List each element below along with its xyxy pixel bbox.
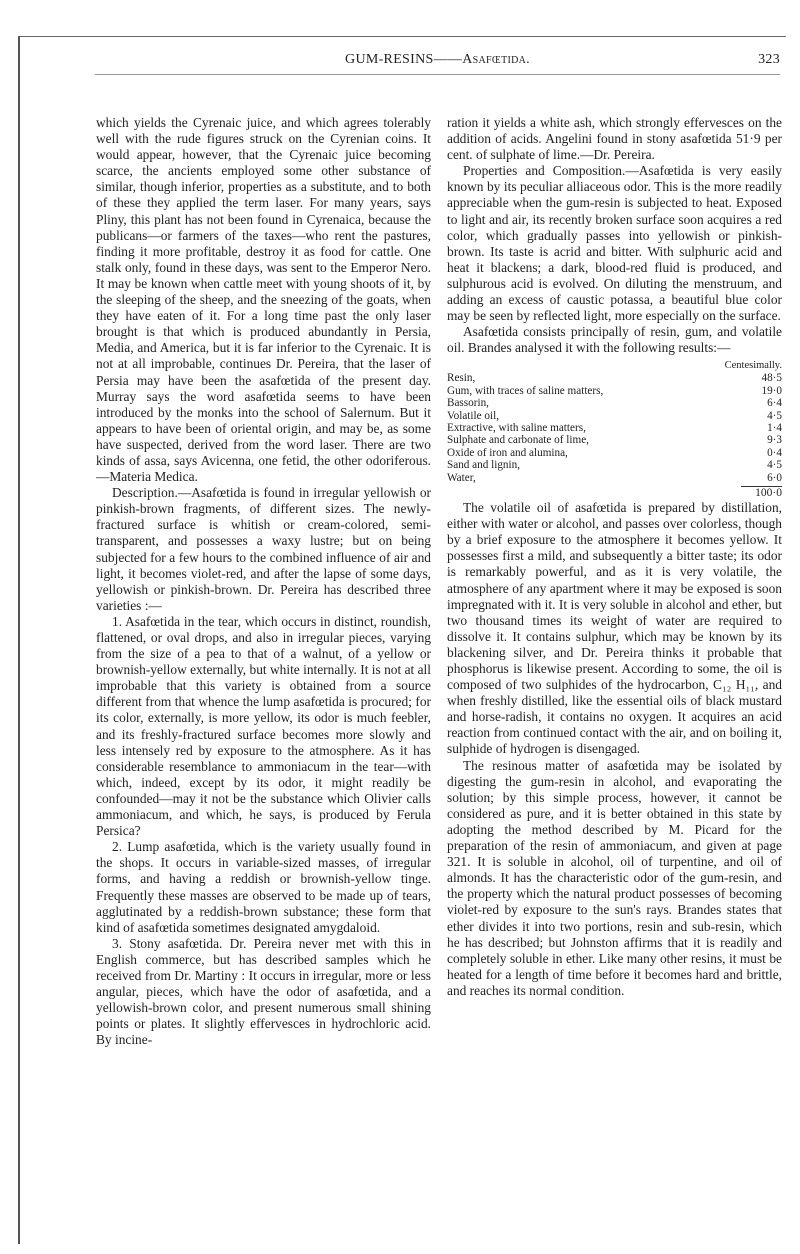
composition-total-row: [447, 486, 782, 500]
left-paragraph-2: Description.—Asafœtida is found in irregular yellowish or pinkish-brown fragments, of different sizes. The newly-fractured surface is whitish or cream-colored, semi-transparent, and possesses a waxy lustre; but on being subjected for a few hours to the combined influence of air and light, it becomes violet-red, and after the lapse of some days, yellowish or pinkish-brown. Dr. Pereira has described three varieties :—: [96, 485, 431, 613]
composition-name: Sand and lignin,: [447, 459, 521, 472]
composition-value: 9·3: [767, 434, 782, 447]
table-row: [447, 422, 782, 434]
table-row: [447, 459, 782, 471]
composition-name: Gum, with traces of saline matters,: [447, 384, 604, 397]
composition-value: 6·4: [767, 397, 782, 410]
composition-header: Centesimally.: [724, 360, 782, 372]
composition-value: 4·5: [767, 459, 782, 472]
composition-total: 100·0: [741, 486, 782, 499]
composition-name: Resin,: [447, 372, 476, 385]
right-paragraph-2: Properties and Composition.—Asafœtida is very easily known by its peculiar alliaceous odor. This is the more readily appreciable when the gum-resin is subjected to heat. Exposed to light and air, its recently broken surface soon acquires a red color, which gradually passes into yellowish or pinkish-brown. Its taste is acrid and bitter. With sulphuric acid and heat it blackens; a dark, blood-red fluid is produced, and sulphurous acid is evolved. On diluting the menstruum, and adding an excess of caustic potassa, a beautiful blue color may be seen by reflected light, more especially on the surface.: [447, 163, 782, 324]
left-paragraph-4: 2. Lump asafœtida, which is the variety usually found in the shops. It occurs in variable-sized masses, of irregular forms, and having a reddish or brownish-yellow tinge. Frequently these masses are observed to be made up of tears, agglutinated by a reddish-brown substance; these form that kind of asafœtida sometimes designated amygdaloid.: [96, 839, 431, 935]
composition-value: 48·5: [761, 372, 782, 385]
left-paragraph-1: which yields the Cyrenaic juice, and which agrees tolerably well with the rude figures struck on the Cyrenian coins. It would appear, however, that the Cyrenaic juice becoming scarce, the ancients employed some other substance of similar, though inferior, properties as a substitute, and to both of these they applied the term laser. For many years, says Pliny, this plant has not been found in Cyrenaica, because the publicans—or farmers of the taxes—who rent the pastures, finding it more profitable, destroy it as food for cattle. One stalk only, found in these days, was sent to the Emperor Nero. It may be known when cattle meet with young shoots of it, by the sleeping of the sheep, and the sneezing of the goats, when they have eaten of it. For a long time past the only laser brought is that which is produced abundantly in Persia, Media, and America, but it is far inferior to the Cyrenaic. It is not at all improbable, continues Dr. Pereira, that the laser of Persia may have been the asafœtida of the present day. Murray says the word asafœtida seems to have been introduced by the monks into the school of Salernum. But it appears to have been of oriental origin, and may be, as some have suspected, derived from the word laser. There are two kinds of assa, says Avicenna, one fetid, the other odoriferous.—Materia Medica.: [96, 115, 431, 485]
table-row: [447, 434, 782, 446]
right-paragraph-1: ration it yields a white ash, which strongly effervesces on the addition of acids. Angelini found in stony asafœtida 51·9 per cent. of sulphate of lime.—Dr. Pereira.: [447, 115, 782, 163]
composition-name: Extractive, with saline matters,: [447, 422, 586, 435]
table-row: [447, 397, 782, 409]
right-paragraph-5: The resinous matter of asafœtida may be isolated by digesting the gum-resin in alcohol, and evaporating the solution; by this simple process, however, it cannot be considered as pure, and it is better obtained in this state by adopting the method described by M. Picard for the preparation of the resin of ammoniacum, and given at page 321. It is soluble in alcohol, oil of turpentine, and oil of almonds. It has the characteristic odor of the gum-resin, and the property which the natural product possesses of becoming violet-red by exposure to the sun's rays. Brandes states that ether divides it into two portions, resin and sub-resin, which he has described; but Johnston affirms that it is readily and completely soluble in ether. Like many other resins, it must be heated for a length of time before it becomes hard and brittle, and reaches its normal condition.: [447, 757, 782, 998]
composition-table: [447, 372, 782, 484]
left-paragraph-5: 3. Stony asafœtida. Dr. Pereira never met with this in English commerce, but has described samples which he received from Dr. Martiny : It occurs in irregular, more or less angular, pieces, which have the odor of asafœtida, and a yellowish-brown color, and present numerous small shining points or plates. It slightly effervesces in hydrochloric acid. By incine-: [96, 935, 431, 1048]
composition-value: 6·0: [767, 471, 782, 484]
table-row: [447, 472, 782, 484]
header-dash: ——: [433, 52, 463, 67]
left-column: [96, 115, 431, 1048]
right-column: [447, 115, 782, 999]
composition-value: 4·5: [767, 409, 782, 422]
table-row: [447, 372, 782, 384]
composition-value: 0·4: [767, 446, 782, 459]
composition-name: Volatile oil,: [447, 409, 499, 422]
header-left: GUM-RESINS: [345, 52, 434, 67]
page-number: 323: [758, 52, 780, 67]
composition-value: 1·4: [767, 422, 782, 435]
header-right: Asafœtida.: [462, 52, 530, 67]
table-row: [447, 447, 782, 459]
right-paragraph-3: Asafœtida consists principally of resin, gum, and volatile oil. Brandes analysed it with the following results:—: [447, 324, 782, 356]
header-title: [95, 52, 780, 68]
header-rule: [95, 74, 780, 75]
composition-value: 19·0: [761, 384, 782, 397]
composition-name: Bassorin,: [447, 397, 489, 410]
composition-name: Water,: [447, 471, 476, 484]
right-paragraph-4: The volatile oil of asafœtida is prepared by distillation, either with water or alcohol, and passes over colorless, though by a brief exposure to the atmosphere it becomes yellow. It possesses first a mild, and subsequently a bitter taste; its odor is remarkably powerful, and as it is very volatile, the atmosphere of any apartment where it may be exposed is soon impregnated with it. It is very soluble in alcohol and ether, but two thousand times its weight of water are required to dissolve it. It contains sulphur, which may be known by its blackening silver, and Dr. Pereira thinks it probable that phosphorus is likewise present. According to some, the oil is composed of two sulphides of the hydrocarbon, C₁₂ H₁₁, and when freshly distilled, like the essential oils of black mustard and horse-radish, it contains no oxygen. It acquires an acid reaction from continued contact with the air, and on boiling it, sulphide of hydrogen is disengaged.: [447, 500, 782, 757]
running-header: [95, 52, 780, 74]
composition-name: Oxide of iron and alumina,: [447, 446, 568, 459]
table-row: [447, 385, 782, 397]
table-row: [447, 410, 782, 422]
composition-name: Sulphate and carbonate of lime,: [447, 434, 589, 447]
left-paragraph-3: 1. Asafœtida in the tear, which occurs in distinct, roundish, flattened, or oval drops, and also in irregular pieces, varying from the size of a pea to that of a walnut, of a yellow or brownish-yellow externally, but white internally. It is not at all improbable that this variety is obtained from a source different from that whence the lump asafœtida is procured; for its color, externally, is more yellow, its odor is much feebler, and its freshly-fractured surface becomes more slowly and less intensely red by exposure to the atmosphere. As it has considerable resemblance to ammoniacum in the tear—with which, indeed, except by its odor, it might readily be confounded—may it not be the substance which Olivier calls ammoniacum, and which, he says, is produced by Ferula Persica?: [96, 613, 431, 839]
